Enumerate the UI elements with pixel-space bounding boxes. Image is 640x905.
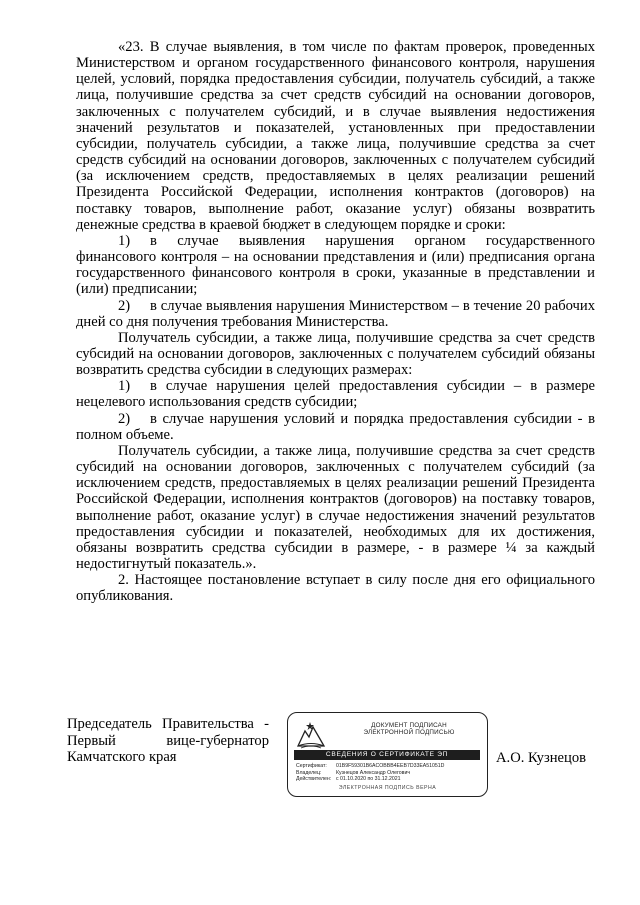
signatory-position-line: Председатель Правительства - bbox=[67, 716, 269, 732]
paragraph: 2. Настоящее постановление вступает в силу после дня его официального опубликования. bbox=[76, 572, 595, 605]
signatory-position-line: Первый вице-губернатор bbox=[67, 732, 269, 749]
list-item bbox=[76, 298, 595, 330]
stamp-row-value: Кузнецов Александр Олегович bbox=[336, 769, 411, 776]
signatory-position bbox=[67, 716, 269, 766]
list-item bbox=[76, 233, 595, 298]
paragraph: «23. В случае выявления, в том числе по фактам проверок, проведенных Министерством и органом государственного финансового контроля, нарушения целей, условий, порядка предоставления субсидии, получатель субсидий, а также лица, получившие средства за счет средств субсидий на основании договоров, заключенных с получателем субсидий, и в случае выявления недостижения значений результатов и показателей, установленных при предоставлении субсидии, получатель субсидии, а также лица, получившие средства за счет средств субсидий на основании договоров, заключенных с получателем субсидий (за исключением средств, предоставляемых в целях реализации решений Президента Российской Федерации, исполнения контрактов (договоров) на поставку товаров, выполнение работ, оказание услуг) обязаны возвратить денежные средства в краевой бюджет в следующем порядке и сроки: bbox=[76, 39, 595, 233]
signatory-position-line: Камчатского края bbox=[67, 749, 177, 765]
stamp-header-line: ДОКУМЕНТ ПОДПИСАН bbox=[371, 722, 447, 729]
stamp-row bbox=[296, 776, 482, 783]
document-body bbox=[76, 39, 595, 604]
signatory-name: А.О. Кузнецов bbox=[496, 750, 587, 766]
stamp-certificate-bar: СВЕДЕНИЯ О СЕРТИФИКАТЕ ЭП bbox=[294, 750, 480, 760]
stamp-row-key: Сертификат: bbox=[296, 763, 327, 769]
stamp-header bbox=[336, 722, 482, 737]
paragraph: Получатель субсидии, а также лица, получившие средства за счет средств субсидий на основании договоров, заключенных с получателем субсидий обязаны возвратить средства субсидии в следующих размерах: bbox=[76, 329, 595, 379]
list-item bbox=[76, 411, 595, 443]
list-item-text: в случае выявления нарушения Министерством – в течение 20 рабочих дней со дня получения требования Министерства. bbox=[76, 297, 595, 330]
list-item-text: в случае выявления нарушения органом государственного финансового контроля – на основании представления и (или) предписания органа государственного финансового контроля в сроки, указанные в представлении и (или) предписании; bbox=[76, 232, 595, 298]
paragraph: Получатель субсидии, а также лица, получившие средства за счет средств субсидий на основании договоров, заключенных с получателем субсидий (за исключением средств, предоставляемых в целях реализации решений Президента Российской Федерации, исполнения контрактов (договоров) на поставку товаров, выполнение работ, оказание услуг) в случае недостижения значений результатов предоставления субсидии и показателей, необходимых для их достижения, обязаны возвратить средства субсидии в размере, - в размере ¼ за каждый недостигнутый показатель.». bbox=[76, 442, 595, 572]
list-item-number: 2) bbox=[118, 410, 131, 427]
list-item bbox=[76, 378, 595, 410]
stamp-header-line: ЭЛЕКТРОННОЙ ПОДПИСЬЮ bbox=[363, 729, 455, 737]
stamp-row-key: Действителен: bbox=[296, 776, 332, 783]
stamp-footer: ЭЛЕКТРОННАЯ ПОДПИСЬ ВЕРНА bbox=[338, 785, 437, 791]
electronic-signature-stamp bbox=[287, 712, 488, 797]
stamp-details bbox=[296, 763, 482, 783]
stamp-row-key: Владелец: bbox=[296, 769, 322, 776]
list-item-text: в случае нарушения условий и порядка предоставления субсидии - в полном объеме. bbox=[76, 410, 595, 443]
list-item-number: 2) bbox=[118, 297, 131, 314]
list-item-number: 1) bbox=[118, 232, 131, 249]
list-item-text: в случае нарушения целей предоставления субсидии – в размере нецелевого использования средств субсидии; bbox=[76, 378, 595, 411]
kamchatka-coat-of-arms-icon bbox=[294, 719, 328, 749]
list-item-number: 1) bbox=[118, 378, 131, 395]
stamp-row-value: 01B9F59301B6ACOBBB4EEB7D33EA51051D bbox=[336, 763, 445, 769]
stamp-row-value: с 01.10.2020 по 31.12.2021 bbox=[336, 776, 401, 783]
stamp-row bbox=[296, 763, 482, 770]
